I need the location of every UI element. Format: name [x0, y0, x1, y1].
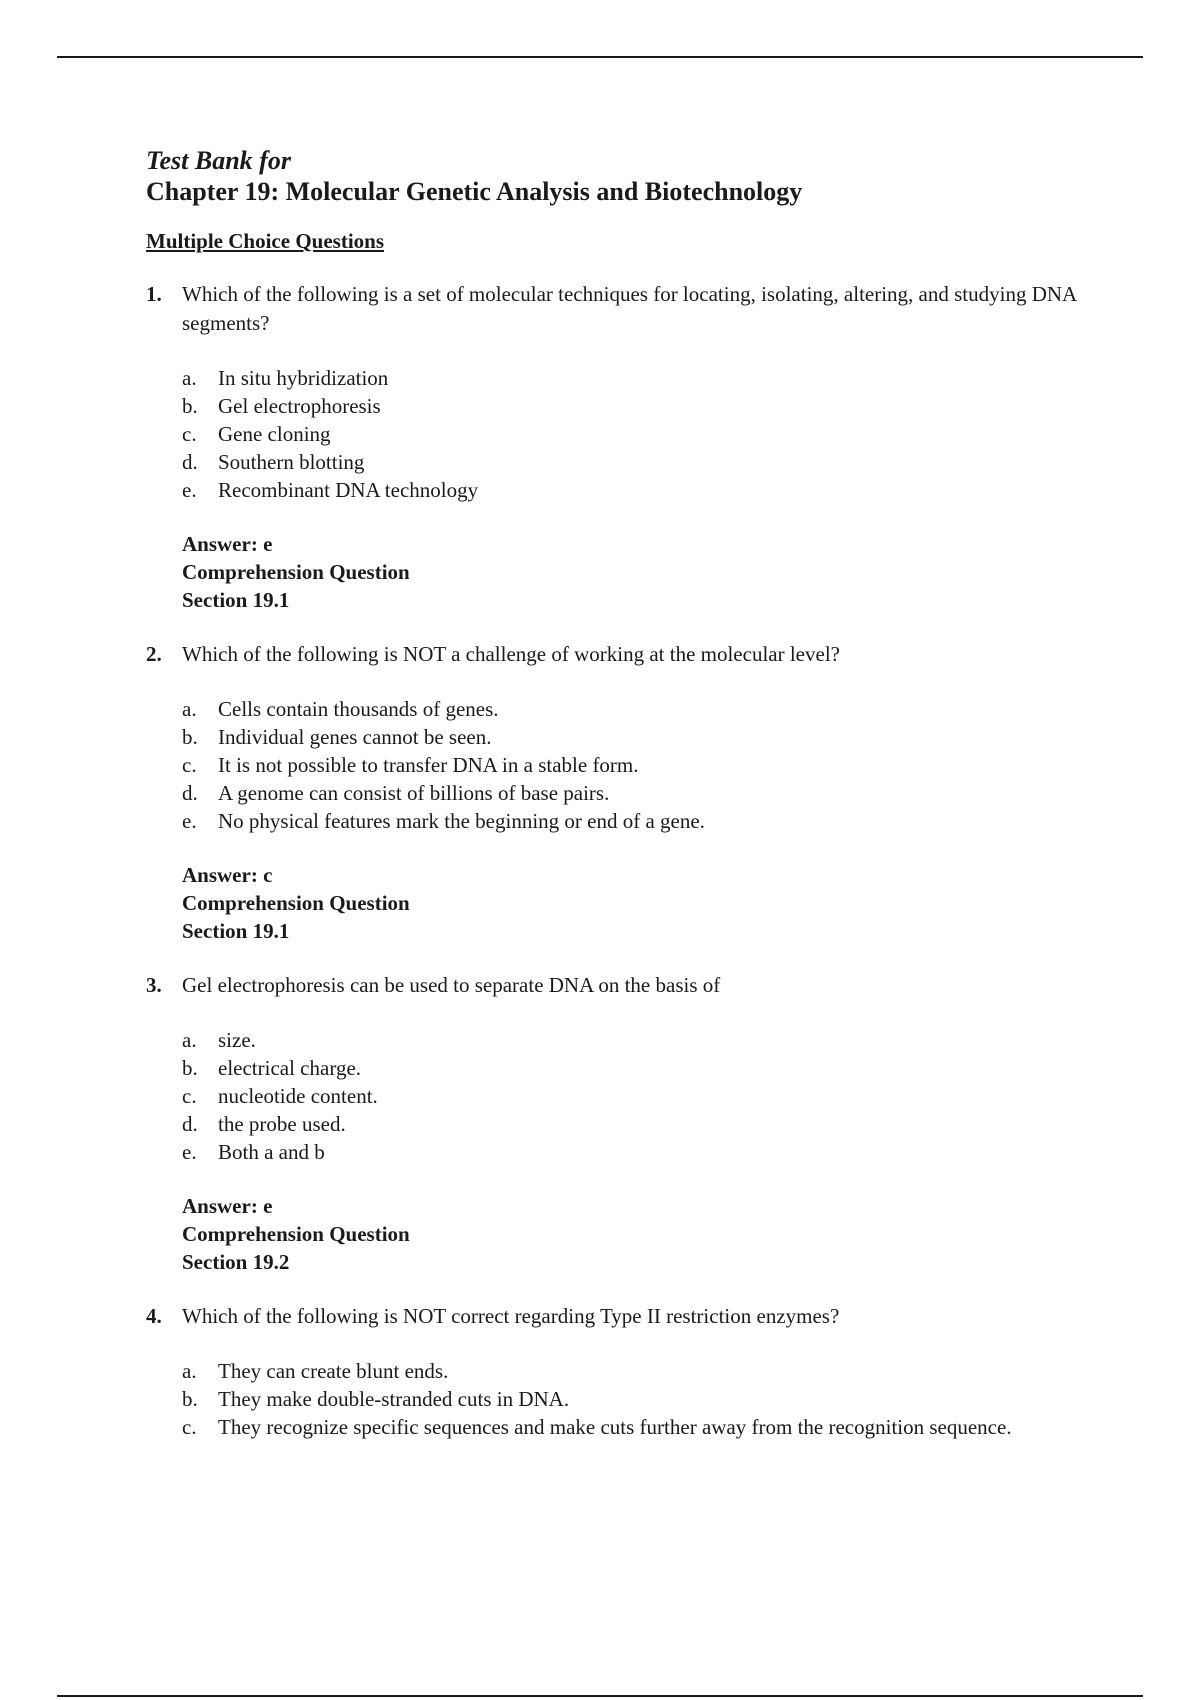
question-stem — [146, 1302, 1086, 1331]
option-item — [182, 1138, 1086, 1166]
option-letter: c. — [182, 1415, 197, 1439]
document-title: Chapter 19: Molecular Genetic Analysis and Biotechnology — [146, 177, 803, 206]
answer-block — [182, 1192, 1086, 1276]
option-list — [182, 364, 1086, 504]
option-text: Both a and b — [218, 1140, 325, 1164]
option-item — [182, 1357, 1086, 1385]
option-letter: c. — [182, 753, 197, 777]
option-text: Recombinant DNA technology — [218, 478, 479, 502]
question-type: Comprehension Question — [182, 1222, 410, 1246]
document-subtitle: Test Bank for — [146, 146, 291, 175]
option-letter: e. — [182, 478, 197, 502]
section-reference: Section 19.1 — [182, 919, 290, 943]
option-letter: d. — [182, 781, 198, 805]
option-letter: b. — [182, 1056, 198, 1080]
option-letter: e. — [182, 809, 197, 833]
option-item — [182, 1110, 1086, 1138]
question-type: Comprehension Question — [182, 891, 410, 915]
option-letter: b. — [182, 1387, 198, 1411]
option-list — [182, 695, 1086, 835]
question-4 — [146, 1302, 1086, 1441]
option-text: the probe used. — [218, 1112, 346, 1136]
option-letter: e. — [182, 1140, 197, 1164]
option-letter: b. — [182, 394, 198, 418]
option-letter: c. — [182, 1084, 197, 1108]
option-item — [182, 1082, 1086, 1110]
option-letter: c. — [182, 422, 197, 446]
option-item — [182, 1054, 1086, 1082]
answer-block — [182, 530, 1086, 614]
question-text: Which of the following is a set of molecular techniques for locating, isolating, altering, and studying DNA segments? — [182, 282, 1077, 335]
option-letter: a. — [182, 697, 197, 721]
option-letter: a. — [182, 1028, 197, 1052]
question-2 — [146, 640, 1086, 945]
option-item — [182, 420, 1086, 448]
document-body — [146, 146, 1086, 1467]
question-stem — [146, 280, 1086, 338]
option-text: Southern blotting — [218, 450, 365, 474]
option-text: Cells contain thousands of genes. — [218, 697, 499, 721]
option-item — [182, 779, 1086, 807]
option-letter: a. — [182, 366, 197, 390]
answer-key: Answer: e — [182, 532, 273, 556]
question-stem — [146, 640, 1086, 669]
question-text: Gel electrophoresis can be used to separate DNA on the basis of — [182, 973, 721, 997]
question-type: Comprehension Question — [182, 560, 410, 584]
option-item — [182, 1026, 1086, 1054]
option-text: They recognize specific sequences and make cuts further away from the recognition sequence. — [218, 1415, 1012, 1439]
option-letter: d. — [182, 1112, 198, 1136]
option-item — [182, 476, 1086, 504]
option-item — [182, 392, 1086, 420]
question-number: 3. — [146, 973, 162, 997]
option-text: size. — [218, 1028, 256, 1052]
option-letter: d. — [182, 450, 198, 474]
option-text: A genome can consist of billions of base pairs. — [218, 781, 610, 805]
option-text: nucleotide content. — [218, 1084, 378, 1108]
option-text: Individual genes cannot be seen. — [218, 725, 492, 749]
option-item — [182, 364, 1086, 392]
option-list — [182, 1026, 1086, 1166]
question-3 — [146, 971, 1086, 1276]
question-number: 4. — [146, 1304, 162, 1328]
question-number: 2. — [146, 642, 162, 666]
option-item — [182, 695, 1086, 723]
answer-block — [182, 861, 1086, 945]
option-text: It is not possible to transfer DNA in a stable form. — [218, 753, 639, 777]
top-rule — [57, 56, 1143, 58]
option-item — [182, 807, 1086, 835]
option-text: Gene cloning — [218, 422, 331, 446]
option-item — [182, 448, 1086, 476]
section-reference: Section 19.2 — [182, 1250, 290, 1274]
question-stem — [146, 971, 1086, 1000]
option-item — [182, 723, 1086, 751]
option-text: No physical features mark the beginning or end of a gene. — [218, 809, 705, 833]
option-list — [182, 1357, 1086, 1441]
option-text: They make double-stranded cuts in DNA. — [218, 1387, 570, 1411]
option-text: They can create blunt ends. — [218, 1359, 449, 1383]
bottom-rule — [57, 1695, 1143, 1697]
option-item — [182, 1413, 1086, 1441]
option-item — [182, 751, 1086, 779]
question-text: Which of the following is NOT a challenge of working at the molecular level? — [182, 642, 840, 666]
answer-key: Answer: c — [182, 863, 273, 887]
question-number: 1. — [146, 282, 162, 306]
option-text: In situ hybridization — [218, 366, 389, 390]
option-item — [182, 1385, 1086, 1413]
question-1 — [146, 280, 1086, 614]
section-reference: Section 19.1 — [182, 588, 290, 612]
option-text: electrical charge. — [218, 1056, 362, 1080]
option-letter: b. — [182, 725, 198, 749]
section-heading: Multiple Choice Questions — [146, 229, 385, 253]
option-letter: a. — [182, 1359, 197, 1383]
option-text: Gel electrophoresis — [218, 394, 381, 418]
question-text: Which of the following is NOT correct regarding Type II restriction enzymes? — [182, 1304, 840, 1328]
answer-key: Answer: e — [182, 1194, 273, 1218]
